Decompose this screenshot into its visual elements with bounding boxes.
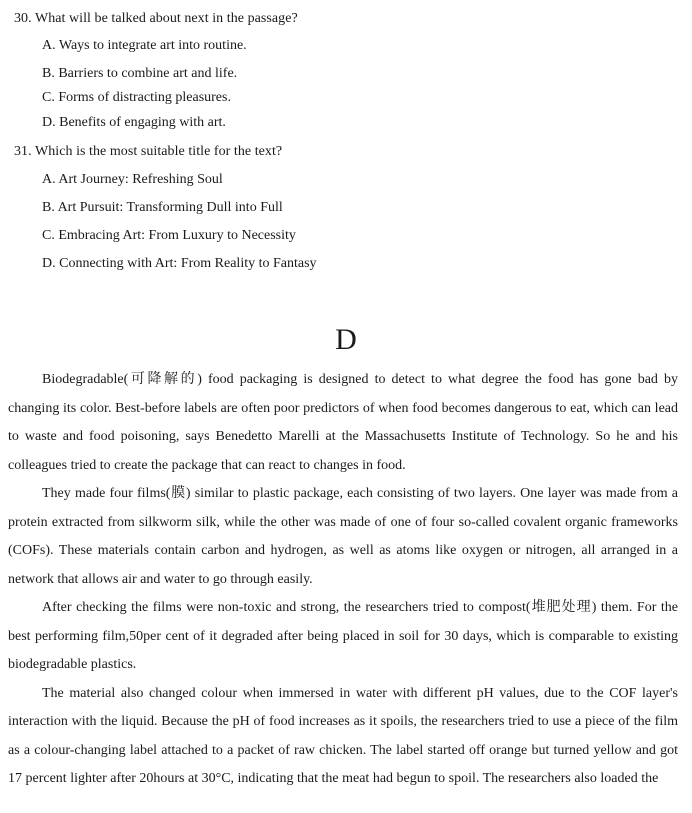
question-30-stem: 30. What will be talked about next in the passage?: [14, 11, 298, 26]
question-31-stem: 31. Which is the most suitable title for the text?: [14, 144, 283, 159]
reading-passage: [8, 366, 678, 794]
question-30-option-b: B. Barriers to combine art and life.: [42, 66, 238, 81]
question-30-option-a: A. Ways to integrate art into routine.: [42, 38, 247, 53]
passage-paragraph-1: Biodegradable(可降解的) food packaging is designed to detect to what degree the food has gone bad by changing its color. Best-before labels are often poor predictors of when food becomes dangerous to eat, which can lead to waste and food poisoning, says Benedetto Marelli at the Massachusetts Institute of Technology. So he and his colleagues tried to create the package that can react to changes in food.: [8, 372, 678, 473]
question-31-option-c: C. Embracing Art: From Luxury to Necessity: [42, 228, 296, 243]
question-31-option-a: A. Art Journey: Refreshing Soul: [42, 172, 223, 187]
passage-paragraph-4: The material also changed colour when immersed in water with different pH values, due to the COF layer's interaction with the liquid. Because the pH of food increases as it spoils, the researchers tried to use a piece of the film as a colour-changing label attached to a packet of raw chicken. The label started off orange but turned yellow and got 17 percent lighter after 20hours at 30°C, indicating that the meat had begun to spoil. The researchers also loaded the: [8, 685, 678, 786]
section-heading: D: [335, 323, 357, 356]
question-31-option-d: D. Connecting with Art: From Reality to Fantasy: [42, 256, 317, 271]
passage-paragraph-2: They made four films(膜) similar to plastic package, each consisting of two layers. One layer was made from a protein extracted from silkworm silk, while the other was made of one of four so-called covalent organic frameworks (COFs). These materials contain carbon and hydrogen, as well as atoms like oxygen or nitrogen, all arranged in a network that allows air and water to go through easily.: [8, 486, 678, 587]
question-30-option-c: C. Forms of distracting pleasures.: [42, 90, 231, 105]
passage-paragraph-3: After checking the films were non-toxic and strong, the researchers tried to compost(堆肥处理) them. For the best performing film,50per cent of it degraded after being placed in soil for 30 days, which is comparable to existing biodegradable plastics.: [8, 600, 678, 672]
question-30-option-d: D. Benefits of engaging with art.: [42, 115, 226, 130]
question-31-option-b: B. Art Pursuit: Transforming Dull into Full: [42, 200, 283, 215]
